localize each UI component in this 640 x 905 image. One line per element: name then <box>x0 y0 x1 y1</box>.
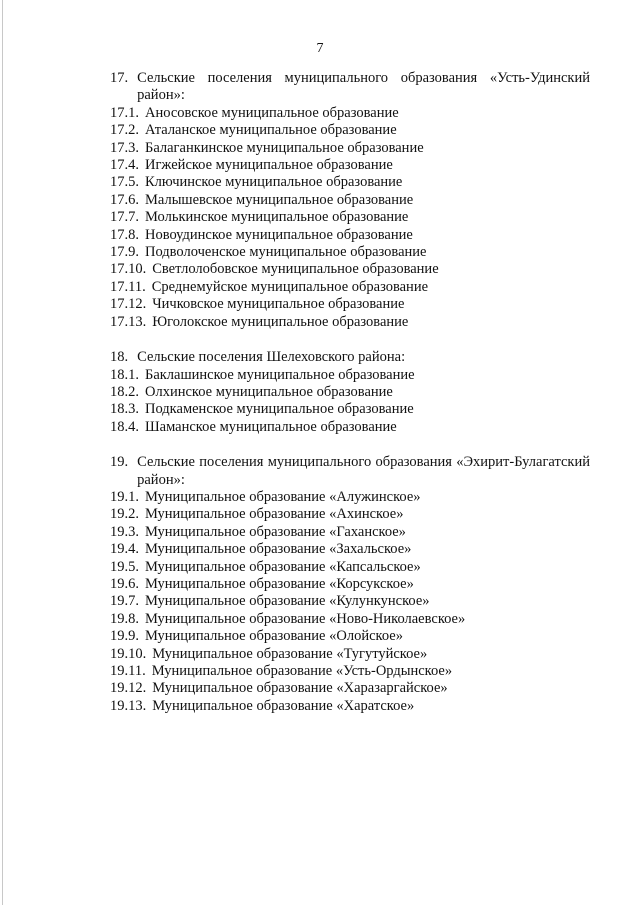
list-item <box>110 244 590 261</box>
section-17 <box>110 70 590 331</box>
list-item-number: 18.4. <box>110 418 139 435</box>
list-item <box>110 367 590 384</box>
list-item-text: Муниципальное образование «Харазаргайское» <box>152 680 448 697</box>
list-item-number: 17.1. <box>110 104 139 121</box>
list-item-number: 17.3. <box>110 139 139 156</box>
list-item-text: Малышевское муниципальное образование <box>145 191 414 208</box>
list-item-text: Аносовское муниципальное образование <box>145 104 399 121</box>
section-number: 19. <box>110 454 129 471</box>
list-item <box>110 105 590 122</box>
list-item <box>110 192 590 209</box>
list-item-number: 17.5. <box>110 174 139 191</box>
list-item-text: Муниципальное образование «Харатское» <box>152 697 415 714</box>
list-item-number: 17.11. <box>110 278 146 295</box>
list-item-number: 19.2. <box>110 506 139 523</box>
section-19 <box>110 454 590 715</box>
list-item-number: 19.13. <box>110 697 147 714</box>
list-item-text: Муниципальное образование «Олойское» <box>145 628 403 645</box>
list-item-number: 19.12. <box>110 680 147 697</box>
list-item <box>110 296 590 313</box>
list-item-text: Светлолобовское муниципальное образование <box>152 261 439 278</box>
list-item-text: Подкаменское муниципальное образование <box>145 401 414 418</box>
list-item-number: 19.9. <box>110 628 139 645</box>
list-item-number: 19.3. <box>110 523 139 540</box>
list-item-text: Муниципальное образование «Захальское» <box>145 541 412 558</box>
list-item <box>110 140 590 157</box>
list-item-number: 19.10. <box>110 645 147 662</box>
list-item-text: Юголокское муниципальное образование <box>152 313 409 330</box>
list-item <box>110 174 590 191</box>
section-heading <box>110 454 590 489</box>
list-item <box>110 646 590 663</box>
list-item-number: 17.2. <box>110 122 139 139</box>
list-item-text: Муниципальное образование «Корсукское» <box>145 575 414 592</box>
section-number: 17. <box>110 70 129 86</box>
list-item <box>110 541 590 558</box>
list-item-number: 18.1. <box>110 366 139 383</box>
list-item <box>110 628 590 645</box>
list-item <box>110 401 590 418</box>
list-item-text: Чичковское муниципальное образование <box>152 296 405 313</box>
list-item-number: 17.4. <box>110 157 139 174</box>
list-item <box>110 524 590 541</box>
list-item-text: Олхинское муниципальное образование <box>145 383 393 400</box>
list-item-number: 17.12. <box>110 296 147 313</box>
list-item <box>110 157 590 174</box>
section-18 <box>110 349 590 436</box>
list-item-text: Муниципальное образование «Тугутуйское» <box>152 645 428 662</box>
list-item-text: Новоудинское муниципальное образование <box>145 226 413 243</box>
list-item <box>110 122 590 139</box>
list-item-text: Подволоченское муниципальное образование <box>145 244 427 261</box>
section-title: Сельские поселения муниципального образования «Эхирит-Булагатский район»: <box>137 454 590 488</box>
list-item <box>110 384 590 401</box>
list-item <box>110 593 590 610</box>
list-item <box>110 663 590 680</box>
list-item-text: Муниципальное образование «Ахинское» <box>145 506 404 523</box>
list-item-number: 19.4. <box>110 541 139 558</box>
page-number: 7 <box>316 41 324 56</box>
list-item-number: 19.8. <box>110 610 139 627</box>
list-item <box>110 611 590 628</box>
list-item-text: Муниципальное образование «Алужинское» <box>145 488 421 505</box>
list-item <box>110 559 590 576</box>
list-item <box>110 314 590 331</box>
list-item <box>110 680 590 697</box>
list-item <box>110 506 590 523</box>
list-item-number: 18.2. <box>110 383 139 400</box>
list-item <box>110 698 590 715</box>
document-body <box>110 70 590 715</box>
list-item-text: Среднемуйское муниципальное образование <box>151 278 429 295</box>
list-item-number: 17.8. <box>110 226 139 243</box>
list-item-text: Муниципальное образование «Капсальское» <box>145 558 421 575</box>
list-item <box>110 227 590 244</box>
list-item-text: Аталанское муниципальное образование <box>145 122 397 139</box>
list-item-text: Игжейское муниципальное образование <box>145 157 393 174</box>
list-item-number: 19.5. <box>110 558 139 575</box>
list-item-number: 17.9. <box>110 244 139 261</box>
list-item <box>110 419 590 436</box>
list-item <box>110 489 590 506</box>
list-item-number: 17.6. <box>110 191 139 208</box>
list-item-number: 19.7. <box>110 593 139 610</box>
section-title: Сельские поселения Шелеховского района: <box>137 349 406 366</box>
list-item <box>110 279 590 296</box>
list-item <box>110 261 590 278</box>
list-item-text: Баклашинское муниципальное образование <box>145 366 415 383</box>
list-item-number: 17.7. <box>110 209 139 226</box>
list-item-number: 17.10. <box>110 261 147 278</box>
section-number: 18. <box>110 349 129 366</box>
list-item-number: 19.11. <box>110 663 146 679</box>
list-item-number: 19.6. <box>110 575 139 592</box>
section-heading <box>110 349 590 366</box>
list-item-text: Молькинское муниципальное образование <box>145 209 409 226</box>
section-title: Сельские поселения муниципального образования «Усть-Удинский район»: <box>137 70 590 104</box>
section-heading <box>110 70 590 105</box>
list-item-text: Ключинское муниципальное образование <box>145 174 403 191</box>
list-item <box>110 209 590 226</box>
list-item <box>110 576 590 593</box>
list-item-text: Муниципальное образование «Ново-Николаевское» <box>145 610 466 627</box>
list-item-text: Шаманское муниципальное образование <box>145 418 397 435</box>
list-item-number: 19.1. <box>110 488 139 505</box>
list-item-text: Балаганкинское муниципальное образование <box>145 139 424 156</box>
list-item-number: 18.3. <box>110 401 139 418</box>
scan-edge-line <box>2 0 3 905</box>
list-item-text: Муниципальное образование «Усть-Ордынское» <box>151 663 453 679</box>
list-item-text: Муниципальное образование «Гаханское» <box>145 523 406 540</box>
list-item-number: 17.13. <box>110 313 147 330</box>
list-item-text: Муниципальное образование «Кулункунское» <box>145 593 430 610</box>
